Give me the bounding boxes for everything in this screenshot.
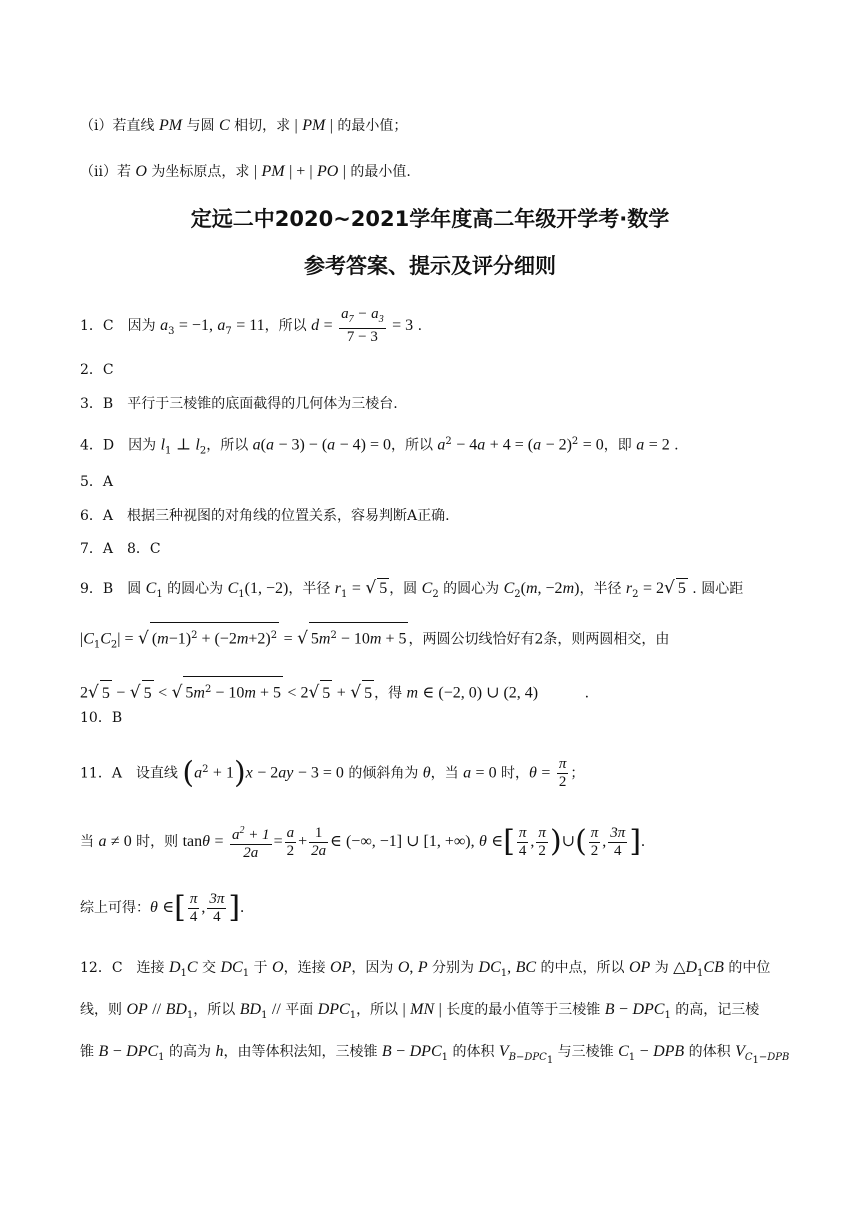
answer-4: 4．D 因为 $l_1$ ⊥ $l_2$，所以 a(a − 3) − (a − 4) = 0，所以 $a^2 - 4a + 4 = (a - 2)^2 = 0$，即 a = 2 . bbox=[80, 436, 679, 457]
answer-12-line1: 12．C 连接 $D_1C$ 交 $DC_1$ 于 O，连接 OP，因为 O, P 分别为 $DC_1$, BC 的中点，所以 OP 为 $\triangle D_1CB$ 的中位 bbox=[80, 959, 771, 979]
answer-12-line3: 锥 $B - DPC_1$ 的高为 h，由等体积法知，三棱锥 $B - DPC_1$ 的体积 $V_{B-DPC_1}$ 与三棱锥 $C_1$ − DPB 的体积 $V_{C_1-DPB}$ bbox=[80, 1043, 790, 1066]
answer-1: 1．C 因为 $a_3 = -1$, $a_7 = 11$，所以 d = $\frac{a_7 - a_3}{7 - 3}$ = 3 . bbox=[80, 306, 423, 345]
question-part-i: （i）若直线 PM 与圆 C 相切，求 | PM | 的最小值； bbox=[80, 117, 408, 134]
answer-3: 3．B 平行于三棱锥的底面截得的几何体为三棱台. bbox=[80, 396, 398, 412]
answer-title: 定远二中2020~2021学年度高二年级开学考·数学 bbox=[190, 207, 670, 231]
answer-5: 5．A bbox=[80, 474, 114, 490]
answer-11-line1: 11．A 设直线 $(a^2 + 1)x - 2ay - 3 = 0$ 的倾斜角为 θ，当 a = 0 时，θ = $\frac{\pi}{2}$ ； bbox=[80, 755, 585, 791]
answer-9-line3: 2√ 5 − √ 5 < √ $5m^2 - 10m + 5 < 2√$ 5 + √ 5 ，得 m ∈ (−2, 0) ∪ (2, 4) . bbox=[80, 676, 790, 702]
answer-11-line2: 当 a ≠ 0 时，则 tanθ = $\frac{a^2 + 1}{2a}$ = $\frac{a}{2}$ + $\frac{1}{2a}$ ∈ (−∞, −1] ∪ [1, +∞), θ ∈[ $\frac{\pi}{4}$ , $\frac{\pi}{2}$ )∪( $\frac{\pi}{2}$ , $\frac{3\pi}{4}$ ]. bbox=[80, 824, 646, 861]
answer-7-8: 7．A 8．C bbox=[80, 541, 161, 557]
answer-6: 6．A 根据三种视图的对角线的位置关系，容易判断A正确. bbox=[80, 508, 450, 524]
question-part-ii: （ii）若 O 为坐标原点，求 | PM | + | PO | 的最小值. bbox=[80, 163, 411, 180]
answer-11-line3: 综上可得：θ ∈[ $\frac{\pi}{4}$ , $\frac{3\pi}{4}$ ]. bbox=[80, 890, 245, 925]
answer-12-line2: 线，则 OP // $BD_1$，所以 $BD_1$ // 平面 $DPC_1$，所以 | MN | 长度的最小值等于三棱锥 $B - DPC_1$ 的高，记三棱 bbox=[80, 1001, 760, 1021]
answer-9-line1: 9．B 圆 $C_1$ 的圆心为 $C_1(1$, −2)，半径 $r_1$ = √ 5 ，圆 $C_2$ 的圆心为 $C_2(m$, −2m)，半径 $r_2 = 2√$ 5 . 圆心距 bbox=[80, 578, 744, 600]
answer-2: 2．C bbox=[80, 362, 114, 378]
answer-subtitle: 参考答案、提示及评分细则 bbox=[304, 254, 556, 278]
answer-9-line2: $|C_1C_2|$ = √ $(m-1)^2 + (-2m+2)^2$ = √ $5m^2 - 10m + 5$ ，两圆公切线恰好有2条，则两圆相交，由 bbox=[80, 622, 790, 648]
answer-10: 10．B bbox=[80, 710, 123, 726]
